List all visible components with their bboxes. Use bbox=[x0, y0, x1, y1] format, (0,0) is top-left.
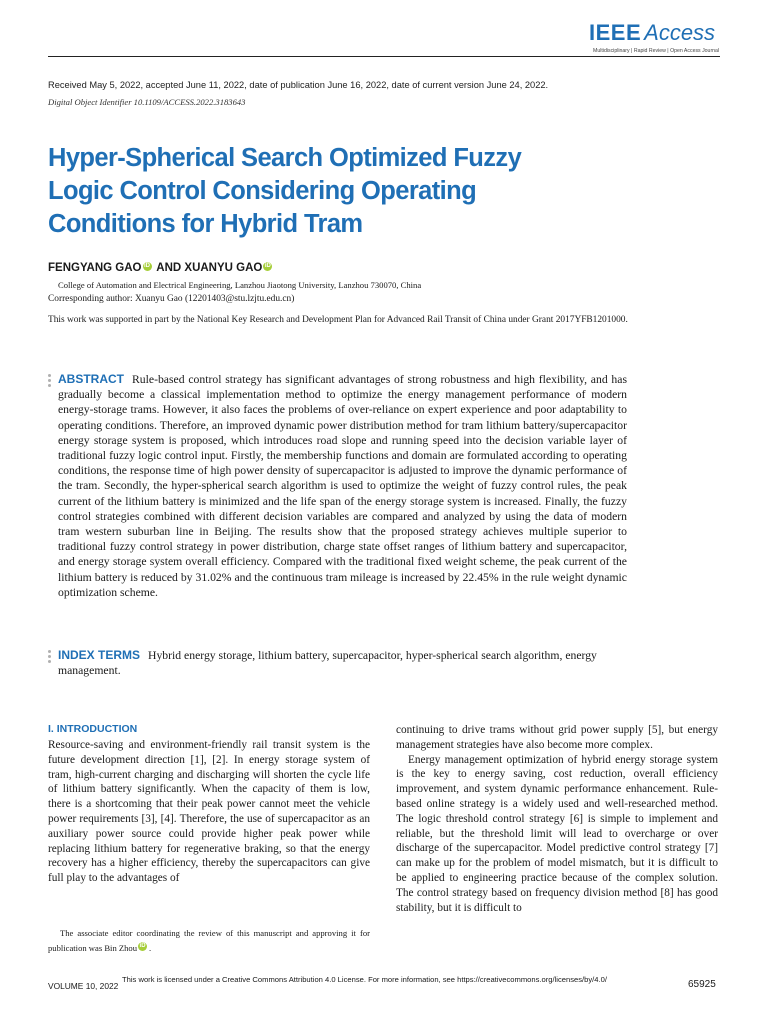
right-paragraph-1: continuing to drive trams without grid power supply [5], but energy management strategies have also become more complex. bbox=[396, 724, 718, 751]
index-terms-text: Hybrid energy storage, lithium battery, supercapacitor, hyper-spherical search algorithm, energy management. bbox=[58, 649, 597, 678]
author-2: AND XUANYU GAO bbox=[156, 262, 263, 274]
header-rule bbox=[48, 56, 720, 57]
orcid-icon[interactable]: iD bbox=[139, 943, 146, 949]
abstract-text: Rule-based control strategy has significant advantages of strong robustness and high flexibility, and has gradually become a classical implementation method to optimize the energy management performance of modern energy-storage trams. However, it also faces the problems of over-reliance on expert experience and poor adaptability to operating conditions. Therefore, an improved dynamic power distribution method for tram lithium battery/supercapacitor energy storage system is proposed, which introduces road slope and running speed into the decision variable layer of traditional fuzzy logic control input. Firstly, the membership functions and domain are formulated according to operating conditions, the response time of high power density of supercapacitor is adjusted to improve the dynamic performance of the tram. Secondly, the hyper-spherical search algorithm is used to optimize the weight of fuzzy control rules, the peak current of the lithium battery is minimized and the life span of the energy storage system is increased. Finally, the fuzzy control strategies combined with different decision variables are compared and analyzed by using the data of modern tram western suburban line in Beijing. The results show that the proposed strategy achieves multiple superior to traditional fuzzy control strategy in power distribution, charge state offset ranges of lithium battery and supercapacitor, and energy storage system overall efficiency. Compared with the traditional fixed weight scheme, the peak current of the lithium battery is reduced by 31.02% and the continuous tram mileage is increased by 22.45% in the rule weight dynamic optimization scheme. bbox=[58, 373, 627, 599]
orcid-icon[interactable]: iD bbox=[264, 263, 271, 269]
left-column bbox=[48, 738, 370, 886]
footer-license[interactable]: This work is licensed under a Creative Commons Attribution 4.0 License. For more information, see https://creativecommons.org/licenses/by/4.0/ bbox=[122, 975, 607, 984]
abstract-marker-icon bbox=[48, 374, 51, 390]
abstract-label: ABSTRACT bbox=[58, 372, 124, 386]
editor-footnote: The associate editor coordinating the review of this manuscript and approving it for publication was Bin Zhou iD . bbox=[48, 928, 370, 953]
right-column bbox=[396, 723, 718, 915]
abstract-block bbox=[58, 372, 627, 600]
logo-ieee-text: IEEE bbox=[589, 20, 642, 45]
right-paragraph-2: Energy management optimization of hybrid energy storage system is the key to energy saving, cost reduction, overall efficiency improvement, and system dynamic performance enhancement. Rule-based online strategy is a widely used and well-researched method. The logic threshold control strategy [6] is simple to implement and reliable, but the threshold limit will lead to overcharge or over discharge of the supercapacitor. Model predictive control strategy [7] can make up for the problem of model mismatch, but it is difficult to be applied to engineering practice because of the complex solution. The control strategy based on frequency division method [8] has good stability, but it is difficult to bbox=[396, 753, 718, 914]
index-terms-block bbox=[58, 648, 627, 678]
paper-title: Hyper-Spherical Search Optimized Fuzzy Logic Control Considering Operating Conditions for Hybrid Tram bbox=[48, 144, 522, 238]
index-marker-icon bbox=[48, 650, 51, 666]
left-paragraph: Resource-saving and environment-friendly rail transit system is the future development direction [1], [2]. In energy storage system of tram, high-current charging and discharging will shorten the cycle life of lithium battery significantly. When the capacity of them is low, there is a shortcoming that their peak power cannot meet the vehicle power requirements [3], [4]. Therefore, the use of supercapacitor as an auxiliary power source could provide higher peak power while replacing lithium battery for regenerative braking, so that the energy recovery has a higher efficiency, thereby the supercapacitors can give full play to the advantages of bbox=[48, 739, 370, 885]
funding-note: This work was supported in part by the National Key Research and Development Plan for Advanced Rail Transit of China under Grant 2017YFB1201000. bbox=[48, 315, 628, 325]
received-dates: Received May 5, 2022, accepted June 11, 2022, date of publication June 16, 2022, date of current version June 24, 2022. bbox=[48, 80, 549, 90]
author-1: FENGYANG GAO bbox=[48, 262, 142, 274]
index-terms-label: INDEX TERMS bbox=[58, 648, 141, 662]
author-line bbox=[48, 262, 274, 274]
page-number: 65925 bbox=[688, 979, 716, 990]
orcid-icon[interactable]: iD bbox=[144, 263, 151, 269]
footer-volume: VOLUME 10, 2022 bbox=[48, 981, 119, 991]
corresponding-author: Corresponding author: Xuanyu Gao (12201403@stu.lzjtu.edu.cn) bbox=[48, 294, 295, 304]
logo-access-text: Access bbox=[644, 20, 716, 45]
footnote-text: The associate editor coordinating the review of this manuscript and approving it for publication was Bin Zhou bbox=[48, 928, 370, 953]
section-heading: I. INTRODUCTION bbox=[48, 723, 138, 735]
affiliation: College of Automation and Electrical Engineering, Lanzhou Jiaotong University, Lanzhou 730070, China bbox=[58, 280, 422, 290]
doi-line: Digital Object Identifier 10.1109/ACCESS.2022.3183643 bbox=[48, 97, 246, 107]
logo-tagline: Multidisciplinary | Rapid Review | Open Access Journal bbox=[593, 48, 720, 54]
journal-logo bbox=[589, 20, 739, 54]
